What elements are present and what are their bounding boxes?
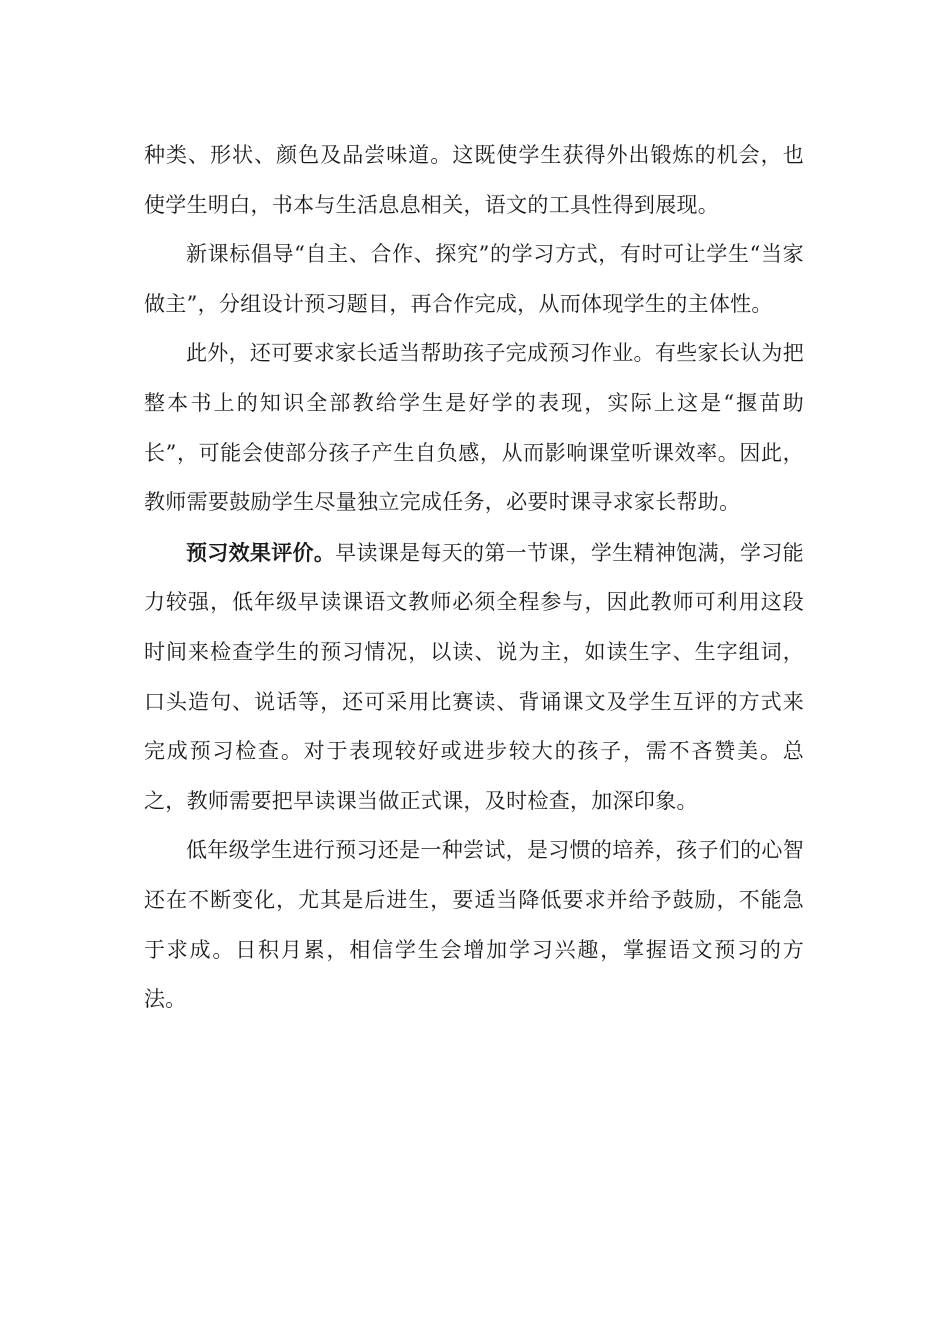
paragraph-preview-evaluation (144, 528, 804, 827)
document-body (144, 131, 804, 1025)
paragraph-conclusion: 低年级学生进行预习还是一种尝试，是习惯的培养，孩子们的心智还在不断变化，尤其是后进生，要适当降低要求并给予鼓励，不能急于求成。日积月累，相信学生会增加学习兴趣，掌握语文预习的方法。 (144, 838, 804, 1012)
paragraph-parent-help: 此外，还可要求家长适当帮助孩子完成预习作业。有些家长认为把整本书上的知识全部教给学生是好学的表现，实际上这是“揠苗助长”，可能会使部分孩子产生自负感，从而影响课堂听课效率。因此，教师需要鼓励学生尽量独立完成任务，必要时课寻求家长帮助。 (144, 341, 804, 515)
section-heading-inline: 预习效果评价。 (186, 539, 336, 565)
paragraph-continuation: 种类、形状、颜色及品尝味道。这既使学生获得外出锻炼的机会，也使学生明白，书本与生活息息相关，语文的工具性得到展现。 (144, 143, 804, 217)
paragraph-body-text: 早读课是每天的第一节课，学生精神饱满，学习能力较强，低年级早读课语文教师必须全程参与，因此教师可利用这段时间来检查学生的预习情况，以读、说为主，如读生字、生字组词，口头造句、说话等，还可采用比赛读、背诵课文及学生互评的方式来完成预习检查。对于表现较好或进步较大的孩子，需不吝赞美。总之，教师需要把早读课当做正式课，及时检查，加深印象。 (144, 540, 804, 813)
paragraph-new-curriculum: 新课标倡导“自主、合作、探究”的学习方式，有时可让学生“当家做主”，分组设计预习题目，再合作完成，从而体现学生的主体性。 (144, 242, 804, 316)
